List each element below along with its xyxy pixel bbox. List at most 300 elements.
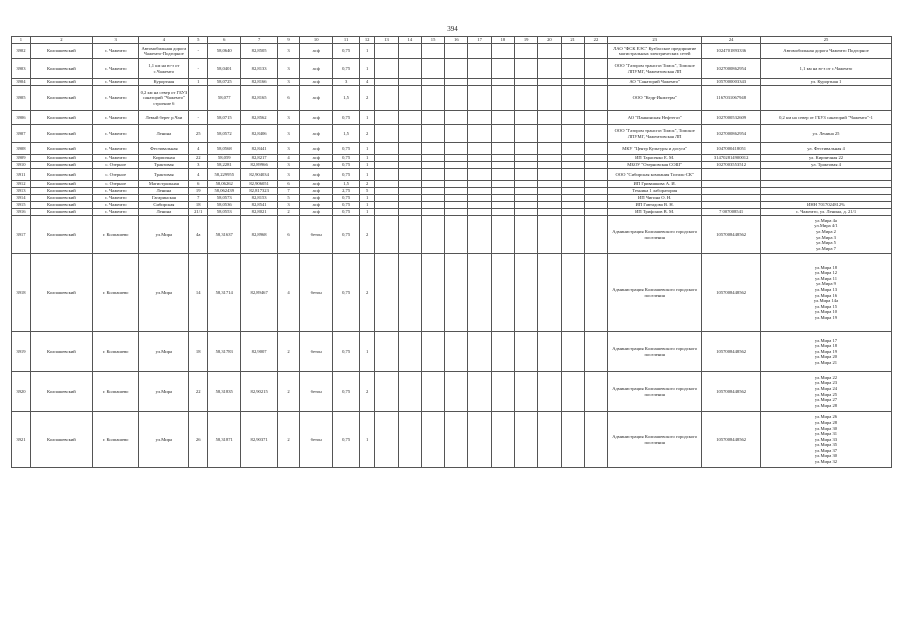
table-cell: 26	[189, 412, 208, 468]
table-cell: ул.Мира	[139, 412, 189, 468]
table-cell	[398, 111, 421, 125]
table-cell: ул.Мира 22 ул.Мира 23 ул.Мира 24 ул.Мира 25 ул.Мира 27 ул.Мира 28	[761, 372, 892, 412]
table-cell: МКУ "Центр Культуры и досуга"	[608, 143, 702, 155]
table-row	[12, 125, 892, 143]
table-cell: Левый берег р.Чаи	[139, 111, 189, 125]
table-cell: 22	[189, 155, 208, 162]
table-cell	[584, 188, 607, 195]
table-row	[12, 111, 892, 125]
table-cell	[375, 332, 398, 372]
table-cell	[561, 372, 584, 412]
table-cell: 2	[359, 86, 375, 111]
table-cell: 2	[277, 209, 299, 216]
header-cell: 15	[421, 37, 444, 44]
table-cell: 3	[277, 125, 299, 143]
table-cell: 82,8968	[241, 216, 278, 254]
table-cell: ул.Мира 26 ул.Мира 28 ул.Мира 30 ул.Мира 31 ул.Мира 33 ул.Мира 35 ул.Мира 37 ул.Мира 30 ул.Мира 32	[761, 412, 892, 468]
table-cell	[584, 86, 607, 111]
table-cell: 3908	[12, 143, 31, 155]
table-cell: с. Озерное	[92, 181, 139, 188]
table-cell	[515, 169, 538, 181]
page-number: 394	[447, 25, 458, 33]
table-cell: с. Чажемто	[92, 209, 139, 216]
table-cell: 6	[189, 181, 208, 188]
table-cell: 21/1	[189, 209, 208, 216]
table-cell: асф	[300, 169, 333, 181]
table-cell: 2	[359, 181, 375, 188]
header-cell: 23	[608, 37, 702, 44]
table-cell: 0,75	[333, 59, 360, 79]
table-cell	[445, 111, 468, 125]
table-cell: 4а	[189, 216, 208, 254]
table-cell: Колпашевский	[30, 111, 92, 125]
table-cell	[491, 195, 514, 202]
header-cell: 13	[375, 37, 398, 44]
table-cell: 58,0572	[208, 125, 241, 143]
table-cell: 58,31835	[208, 372, 241, 412]
table-cell	[515, 125, 538, 143]
table-cell	[398, 143, 421, 155]
table-cell: 1057000003343	[702, 79, 761, 86]
table-cell	[375, 254, 398, 332]
table-cell	[584, 209, 607, 216]
table-cell: 5	[359, 188, 375, 195]
table-cell: Колпашевский	[30, 195, 92, 202]
table-cell: 1,1 км на ю-з от с.Чажемто	[139, 59, 189, 79]
table-cell	[398, 59, 421, 79]
table-cell	[375, 202, 398, 209]
table-cell: бетон	[300, 332, 333, 372]
table-cell: Сибирская	[139, 202, 189, 209]
table-cell: Администрация Колпашевского городского поселения	[608, 254, 702, 332]
table-cell	[515, 188, 538, 195]
table-cell	[491, 44, 514, 59]
table-cell	[421, 162, 444, 169]
table-cell: 1	[359, 169, 375, 181]
header-cell: 10	[300, 37, 333, 44]
table-row	[12, 155, 892, 162]
table-cell: 4	[189, 169, 208, 181]
table-cell	[761, 86, 892, 111]
header-cell: 1	[12, 37, 31, 44]
table-cell: с. Чажемто	[92, 111, 139, 125]
table-cell	[538, 181, 561, 188]
table-cell	[398, 372, 421, 412]
table-cell	[702, 202, 761, 209]
table-cell: ООО "Кедр-Инжтерм"	[608, 86, 702, 111]
table-cell	[468, 254, 491, 332]
table-cell: асф	[300, 44, 333, 59]
table-cell: 6	[277, 181, 299, 188]
table-cell	[421, 209, 444, 216]
table-cell: 1	[359, 209, 375, 216]
table-cell	[561, 143, 584, 155]
table-cell: 6	[277, 86, 299, 111]
table-cell: 3916	[12, 209, 31, 216]
table-cell: с. Чажемто	[92, 79, 139, 86]
table-cell: 3	[189, 162, 208, 169]
table-cell: асф	[300, 181, 333, 188]
table-cell: 0,75	[333, 162, 360, 169]
table-cell	[491, 86, 514, 111]
table-cell: ООО "Газпром трансгаз Томск", Томское ЛПУМГ, Чажемтовская ЛП	[608, 125, 702, 143]
table-cell: 0,75	[333, 332, 360, 372]
table-cell: Колпашевский	[30, 209, 92, 216]
table-cell	[445, 181, 468, 188]
table-cell: 314702814900012	[702, 155, 761, 162]
table-cell	[538, 79, 561, 86]
table-cell	[538, 169, 561, 181]
table-cell: Колпашевский	[30, 332, 92, 372]
table-cell	[375, 372, 398, 412]
table-cell: с. Чажемто	[92, 143, 139, 155]
table-cell: асф	[300, 195, 333, 202]
header-row	[12, 37, 892, 44]
header-cell: 3	[92, 37, 139, 44]
table-cell	[515, 412, 538, 468]
table-cell	[468, 59, 491, 79]
table-cell: ИП Гривашкова А. И.	[608, 181, 702, 188]
header-cell: 14	[398, 37, 421, 44]
table-cell	[561, 202, 584, 209]
table-cell: 82,8165	[241, 86, 278, 111]
table-cell	[515, 162, 538, 169]
table-cell: 18	[189, 332, 208, 372]
table-cell	[584, 79, 607, 86]
table-cell: ООО "Газпром трансгаз Томск", Томское ЛПУМГ, Чажемтовская ЛП	[608, 59, 702, 79]
table-cell	[538, 209, 561, 216]
table-row	[12, 86, 892, 111]
table-cell: ул.Мира	[139, 216, 189, 254]
header-cell: 6	[208, 37, 241, 44]
table-row	[12, 202, 892, 209]
table-cell	[491, 209, 514, 216]
table-cell	[538, 216, 561, 254]
table-cell	[584, 155, 607, 162]
table-cell	[491, 332, 514, 372]
table-cell: 82,904034	[241, 169, 278, 181]
table-cell	[468, 155, 491, 162]
table-cell	[445, 86, 468, 111]
table-cell: 2	[277, 412, 299, 468]
table-cell: асф	[300, 125, 333, 143]
table-cell	[491, 59, 514, 79]
table-cell: ул. Фестивальная 4	[761, 143, 892, 155]
table-cell: ЛАО "ФСК ЕЭС" Кузбасское предприятие магистральных электрических сетей	[608, 44, 702, 59]
table-cell: 0,2 км на север от ГБУЗ санаторий "Чажемто"-1	[761, 111, 892, 125]
table-cell: Фестивальная	[139, 143, 189, 155]
header-cell: 11	[333, 37, 360, 44]
table-cell: бетон	[300, 216, 333, 254]
table-cell	[515, 111, 538, 125]
table-cell: ИНН 7017024812%	[761, 202, 892, 209]
table-cell: 82,90371	[241, 412, 278, 468]
table-cell	[515, 181, 538, 188]
table-cell: с. Чажемто	[92, 155, 139, 162]
header-cell: 4	[139, 37, 189, 44]
table-cell	[375, 143, 398, 155]
table-cell: -	[189, 59, 208, 79]
table-cell: 82,8133	[241, 59, 278, 79]
table-cell: 3907	[12, 125, 31, 143]
table-cell	[468, 79, 491, 86]
table-cell: асф	[300, 155, 333, 162]
table-cell: Колпашевский	[30, 412, 92, 468]
table-cell	[421, 332, 444, 372]
header-cell: 5	[189, 37, 208, 44]
table-cell: г. Колпашево	[92, 412, 139, 468]
table-cell: с. Чажемто, ул. Ленина, д. 21/1	[761, 209, 892, 216]
table-cell	[398, 254, 421, 332]
table-cell	[491, 155, 514, 162]
table-cell: Ленина	[139, 188, 189, 195]
table-cell	[445, 209, 468, 216]
table-cell	[538, 125, 561, 143]
table-cell	[761, 169, 892, 181]
table-cell: асф	[300, 86, 333, 111]
table-cell: 25	[189, 125, 208, 143]
table-cell: 0,75	[333, 44, 360, 59]
table-cell: 5	[277, 195, 299, 202]
table-cell: 58,0401	[208, 59, 241, 79]
table-cell	[761, 181, 892, 188]
table-cell: ул.Мира 18 ул.Мира 12 ул.Мира 11 ул.Мира 9 ул.Мира 13 ул.Мира 16 ул.Мира 14а ул.Мира 15 ул.Мира 10 ул.Мира 19	[761, 254, 892, 332]
table-cell	[491, 181, 514, 188]
table-cell: Колпашевский	[30, 162, 92, 169]
table-cell	[468, 111, 491, 125]
table-cell: Администрация Колпашевского городского поселения	[608, 332, 702, 372]
table-cell: 82,8153	[241, 195, 278, 202]
table-cell: Автомобильная дорога Чажемто Подгорное	[761, 44, 892, 59]
table-cell	[421, 412, 444, 468]
table-cell	[538, 254, 561, 332]
table-cell	[538, 332, 561, 372]
table-cell	[421, 372, 444, 412]
table-cell: 1	[359, 143, 375, 155]
table-cell	[491, 79, 514, 86]
table-cell	[561, 188, 584, 195]
table-cell: 4	[277, 155, 299, 162]
header-cell: 20	[538, 37, 561, 44]
table-cell: Колпашевский	[30, 169, 92, 181]
header-cell: 12	[359, 37, 375, 44]
table-cell: Техника 1 лаборатория	[608, 188, 702, 195]
table-cell: 3	[277, 202, 299, 209]
table-cell	[538, 162, 561, 169]
table-cell	[584, 195, 607, 202]
table-cell: 0,75	[333, 209, 360, 216]
table-cell	[538, 86, 561, 111]
table-cell: 82,90215	[241, 372, 278, 412]
table-cell	[421, 195, 444, 202]
table-cell: 58,31783	[208, 332, 241, 372]
table-cell	[561, 59, 584, 79]
table-cell: 0,75	[333, 372, 360, 412]
table-cell	[702, 169, 761, 181]
table-cell	[398, 181, 421, 188]
table-row	[12, 195, 892, 202]
table-cell: г. Колпашево	[92, 332, 139, 372]
table-cell	[421, 155, 444, 162]
table-cell: асф	[300, 143, 333, 155]
table-cell	[375, 209, 398, 216]
table-cell	[702, 188, 761, 195]
table-row	[12, 254, 892, 332]
table-cell: Колпашевский	[30, 372, 92, 412]
table-cell	[375, 181, 398, 188]
table-cell: Администрация Колпашевского городского поселения	[608, 372, 702, 412]
table-cell: 58,0536	[208, 202, 241, 209]
table-cell	[491, 188, 514, 195]
table-cell	[445, 155, 468, 162]
table-cell	[445, 44, 468, 59]
table-row	[12, 412, 892, 468]
table-cell: 0,75	[333, 412, 360, 468]
table-cell: 58,31714	[208, 254, 241, 332]
table-cell: 0,75	[333, 169, 360, 181]
table-cell	[515, 332, 538, 372]
table-cell: 1	[359, 59, 375, 79]
table-cell	[421, 86, 444, 111]
table-cell: Колпашевский	[30, 216, 92, 254]
table-cell: Колпашевский	[30, 79, 92, 86]
table-cell	[561, 86, 584, 111]
table-cell: 4	[189, 143, 208, 155]
header-cell: 19	[515, 37, 538, 44]
table-cell	[491, 412, 514, 468]
table-cell	[561, 209, 584, 216]
table-cell: 82,89966	[241, 162, 278, 169]
table-cell: 3912	[12, 181, 31, 188]
table-cell: с. Озерное	[92, 162, 139, 169]
table-cell: Колпашевский	[30, 181, 92, 188]
table-cell: 1167031067948	[702, 86, 761, 111]
header-cell: 22	[584, 37, 607, 44]
table-cell	[468, 195, 491, 202]
table-cell	[584, 216, 607, 254]
table-cell	[491, 143, 514, 155]
table-cell: Гагаринская	[139, 195, 189, 202]
table-cell: 3	[277, 59, 299, 79]
table-cell: 3	[277, 143, 299, 155]
table-cell: 3919	[12, 332, 31, 372]
table-cell: 18	[189, 202, 208, 209]
header-cell: 2	[30, 37, 92, 44]
table-cell	[398, 86, 421, 111]
table-cell: 58,0573	[208, 195, 241, 202]
table-cell: Колпашевский	[30, 143, 92, 155]
table-cell: Трактовая	[139, 162, 189, 169]
table-cell: 1	[359, 155, 375, 162]
table-cell	[375, 125, 398, 143]
table-cell	[538, 155, 561, 162]
table-cell: ул. Курортная 1	[761, 79, 892, 86]
table-cell: бетон	[300, 412, 333, 468]
table-cell: 82,8441	[241, 143, 278, 155]
table-cell	[538, 372, 561, 412]
table-cell	[398, 169, 421, 181]
table-cell: 58,06262	[208, 181, 241, 188]
table-cell	[561, 216, 584, 254]
table-cell	[375, 79, 398, 86]
table-cell: 0,75	[333, 254, 360, 332]
table-cell: 7 007008541	[702, 209, 761, 216]
table-cell: 1027003553512	[702, 162, 761, 169]
header-cell: 16	[445, 37, 468, 44]
header-cell: 21	[561, 37, 584, 44]
table-cell	[445, 332, 468, 372]
table-cell: Колпашевский	[30, 202, 92, 209]
table-cell: 3906	[12, 111, 31, 125]
table-cell: 3	[277, 162, 299, 169]
table-cell: асф	[300, 188, 333, 195]
table-cell: 1027000532609	[702, 111, 761, 125]
table-cell: 58,059	[208, 155, 241, 162]
table-row	[12, 332, 892, 372]
table-cell	[561, 195, 584, 202]
table-cell	[561, 169, 584, 181]
table-cell: ул.Мира 4а ул.Мира 4/1 ул.Мира 2 ул.Мира 3 ул.Мира 5 ул.Мира 7	[761, 216, 892, 254]
table-cell	[491, 254, 514, 332]
table-cell: 3914	[12, 195, 31, 202]
table-cell: 1	[359, 195, 375, 202]
table-row	[12, 169, 892, 181]
table-cell: 82,9007	[241, 332, 278, 372]
table-cell: 1	[359, 162, 375, 169]
table-cell: 58,229955	[208, 169, 241, 181]
table-cell	[468, 181, 491, 188]
table-cell: Автомобильная дорога Чажемто-Подгорное	[139, 44, 189, 59]
table-cell: 1,1 км на ю-з от с.Чажемто	[761, 59, 892, 79]
table-cell	[445, 143, 468, 155]
table-cell	[375, 195, 398, 202]
table-cell	[445, 188, 468, 195]
table-cell: 19	[189, 188, 208, 195]
table-cell: 2	[359, 254, 375, 332]
table-cell: с. Озерное	[92, 169, 139, 181]
table-cell	[515, 372, 538, 412]
table-cell	[398, 202, 421, 209]
table-cell: Кирпичная	[139, 155, 189, 162]
table-cell: Ленина	[139, 125, 189, 143]
table-cell	[398, 332, 421, 372]
table-cell: 3911	[12, 169, 31, 181]
table-cell	[491, 125, 514, 143]
header-cell: 25	[761, 37, 892, 44]
table-row	[12, 44, 892, 59]
table-cell	[538, 412, 561, 468]
table-cell: 82,8505	[241, 44, 278, 59]
table-cell	[375, 412, 398, 468]
table-cell	[584, 143, 607, 155]
table-cell: 58,31871	[208, 412, 241, 468]
table-cell: 6	[277, 216, 299, 254]
table-cell	[445, 79, 468, 86]
table-cell	[561, 155, 584, 162]
table-cell: 3902	[12, 44, 31, 59]
table-cell: 0,75	[333, 155, 360, 162]
table-cell	[491, 202, 514, 209]
table-cell	[375, 44, 398, 59]
table-cell: 82,817323	[241, 188, 278, 195]
table-cell: асф	[300, 209, 333, 216]
table-cell	[761, 188, 892, 195]
table-cell	[375, 216, 398, 254]
table-cell: 1	[359, 202, 375, 209]
table-cell: МБОУ "Озерновская СОШ"	[608, 162, 702, 169]
table-cell: с. Чажемто	[92, 86, 139, 111]
table-cell: ИП Чигина О. Н.	[608, 195, 702, 202]
